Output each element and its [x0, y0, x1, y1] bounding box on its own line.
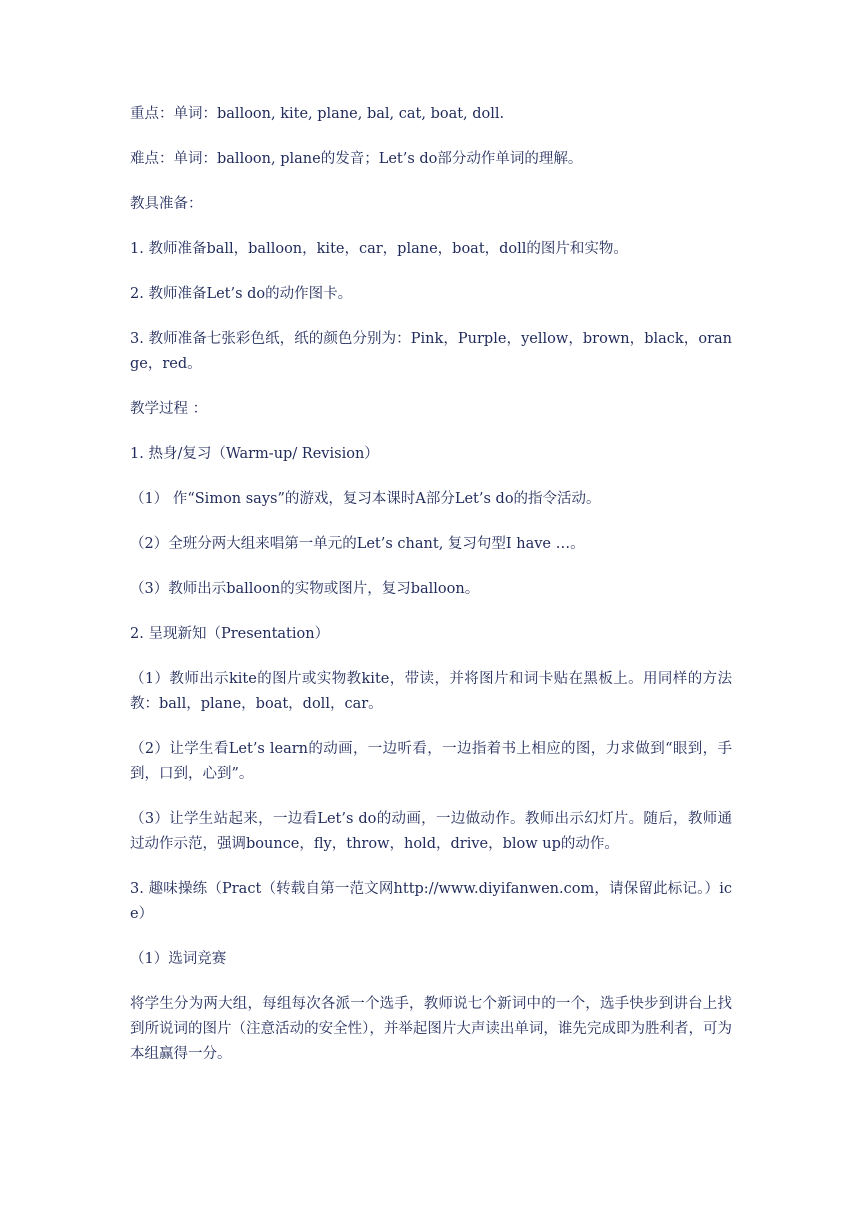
teaching-aids-heading: 教具准备： [130, 196, 203, 212]
section-presentation: 2. 呈现新知（Presentation） [130, 626, 330, 642]
presentation-step-3: （3）让学生站起来，一边看Let’s do的动画，一边做动作。教师出示幻灯片。随后，教师通过动作示范，强调bounce，fly，throw，hold，drive，blow up的动作。 [130, 811, 732, 852]
warm-up-step-3: （3）教师出示balloon的实物或图片，复习balloon。 [130, 581, 480, 597]
key-points: 重点：单词：balloon, kite, plane, bal, cat, boat, doll. [130, 106, 505, 122]
difficult-points: 难点：单词：balloon, plane的发音；Let’s do部分动作单词的理解。 [130, 151, 583, 167]
section-practice: 3. 趣味操练（Pract（转载自第一范文网http://www.diyifanwen.com，请保留此标记。）ice） [130, 881, 732, 922]
warm-up-step-1: （1） 作“Simon says”的游戏，复习本课时A部分Let’s do的指令活动。 [130, 491, 601, 507]
teaching-aid-1: 1. 教师准备ball，balloon，kite，car，plane，boat，doll的图片和实物。 [130, 241, 628, 257]
teaching-aid-2: 2. 教师准备Let’s do的动作图卡。 [130, 286, 353, 302]
teaching-aid-3: 3. 教师准备七张彩色纸，纸的颜色分别为：Pink，Purple，yellow，brown，black，orange，red。 [130, 331, 732, 372]
practice-description: 将学生分为两大组，每组每次各派一个选手，教师说七个新词中的一个，选手快步到讲台上找到所说词的图片（注意活动的安全性），并举起图片大声读出单词，谁先完成即为胜利者，可为本组赢得一分。 [130, 996, 732, 1062]
practice-step-1: （1）选词竞赛 [130, 951, 227, 967]
document-body [130, 102, 732, 1087]
presentation-step-1: （1）教师出示kite的图片或实物教kite，带读，并将图片和词卡贴在黑板上。用同样的方法教：ball，plane，boat，doll，car。 [130, 671, 732, 712]
teaching-process-heading: 教学过程 ： [130, 401, 208, 417]
presentation-step-2: （2）让学生看Let’s learn的动画，一边听看，一边指着书上相应的图，力求做到“眼到，手到，口到，心到”。 [130, 741, 732, 782]
section-warm-up: 1. 热身/复习（Warm-up/ Revision） [130, 446, 379, 462]
warm-up-step-2: （2）全班分两大组来唱第一单元的Let’s chant, 复习句型I have …。 [130, 536, 585, 552]
